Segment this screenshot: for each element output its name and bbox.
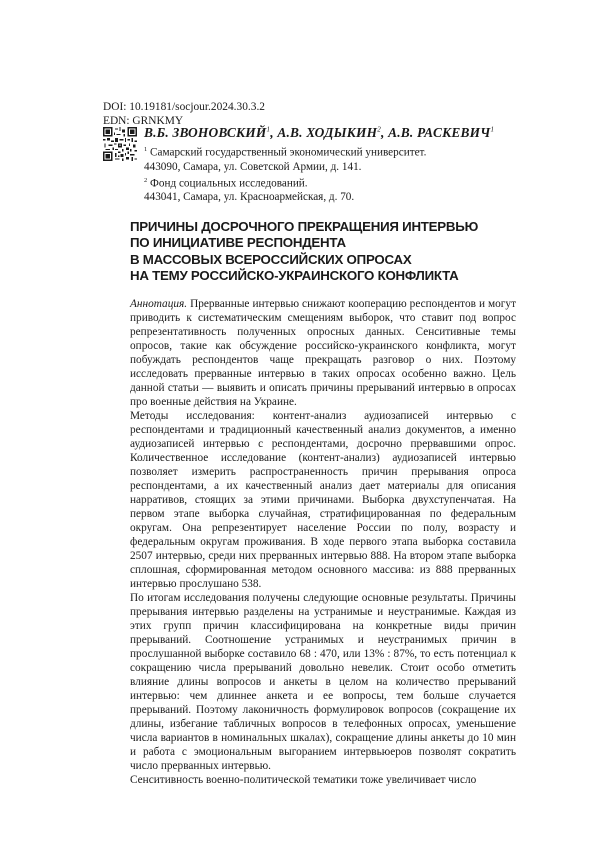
article-title [130, 219, 520, 284]
abstract-paragraph: По итогам исследования получены следующие основные результаты. Причины прерывания интервью разделены на устранимые и неустранимые. Каждая из этих групп причин классифицирована на конкретные виды причин прерываний. Соотношение устранимых и неустранимых причин в прослушанной выборке составило 68 : 470, или 13% : 87%, то есть потенциал к сокращению числа прерываний довольно невелик. Стоит особо отметить влияние длины вопросов и анкеты в целом на количество прерываний интервью: чем длиннее анкета и ее вопросы, тем больше случается прерываний. Поэтому лаконичность формулировок вопросов (сокращение их длины, избегание табличных вопросов в телефонных опросах, уменьшение числа вариантов в номинальных шкалах), сокращение длины анкеты до 10 мин и работа с эмоциональным выгоранием интервьюеров позволят сократить число прерванных интервью. [130, 592, 516, 772]
author: А.В. РАСКЕВИЧ$^1$ [388, 125, 495, 140]
abstract-paragraph: Сенситивность военно-политической тематики тоже увеличивает число [130, 774, 477, 786]
abstract-label: Аннотация. [130, 298, 188, 310]
affiliation-org: $^2$ Фонд социальных исследований. [144, 176, 308, 190]
title-line: НА ТЕМУ РОССИЙСКО-УКРАИНСКОГО КОНФЛИКТА [130, 267, 459, 283]
author: В.Б. ЗВОНОВСКИЙ$^1$, [144, 125, 278, 140]
title-line: ПРИЧИНЫ ДОСРОЧНОГО ПРЕКРАЩЕНИЯ ИНТЕРВЬЮ [130, 219, 479, 234]
article-identifiers [103, 100, 265, 128]
abstract-paragraph: Аннотация. Прерванные интервью снижают кооперацию респондентов и могут приводить к систематическим смещениям выборок, что ставит под вопрос репрезентативность полученных опросных данных. Сенситивные темы опросов, такие как обсуждение российско-украинского конфликта, могут побуждать респондентов чаще прекращать разговор о них. Поэтому исследовать прерванные интервью в таких опросах особенно важно. Цель данной статьи — выявить и описать причины прерываний интервью в опросах про военные действия на Украине. [130, 298, 516, 408]
affiliation-org: $^1$ Самарский государственный экономический университет. [144, 146, 427, 159]
author-list [144, 125, 494, 141]
author: А.В. ХОДЫКИН$^2$, [277, 125, 389, 140]
title-line: В МАССОВЫХ ВСЕРОССИЙСКИХ ОПРОСАХ [130, 251, 412, 267]
doi[interactable]: DOI: 10.19181/socjour.2024.30.3.2 [103, 101, 265, 113]
title-line: ПО ИНИЦИАТИВЕ РЕСПОНДЕНТА [130, 235, 346, 251]
abstract-paragraph: Методы исследования: контент-анализ аудиозаписей интервью с респондентами и традиционный качественный анализ документов, а именно аудиозаписей интервью с респондентами, досрочно прервавшими опрос. Количественное исследование (контент-анализ) аудиозаписей интервью позволяет измерить распространенность причин прерывания опроса респондентами, а их качественный анализ дает материалы для описания нарративов, стоящих за этими причинами. Выборка двухступенчатая. На первом этапе выборка случайная, стратифицированная по федеральным округам. Она репрезентирует население России по полу, возрасту и федеральным округам проживания. В ходе первого этапа выборка составила 2507 интервью, среди них прерванных интервью 888. На втором этапе выборка сплошная, сформированная методом основного массива: из 888 прерванных интервью прослушано 538. [130, 410, 516, 590]
abstract [130, 297, 516, 787]
qr-code-icon [103, 127, 137, 161]
affiliations [144, 143, 524, 204]
affiliation-address: 443041, Самара, ул. Красноармейская, д. 70. [144, 191, 355, 204]
affiliation-address: 443090, Самара, ул. Советской Армии, д. 141. [144, 160, 362, 173]
edn: EDN: GRNKMY [103, 115, 184, 127]
